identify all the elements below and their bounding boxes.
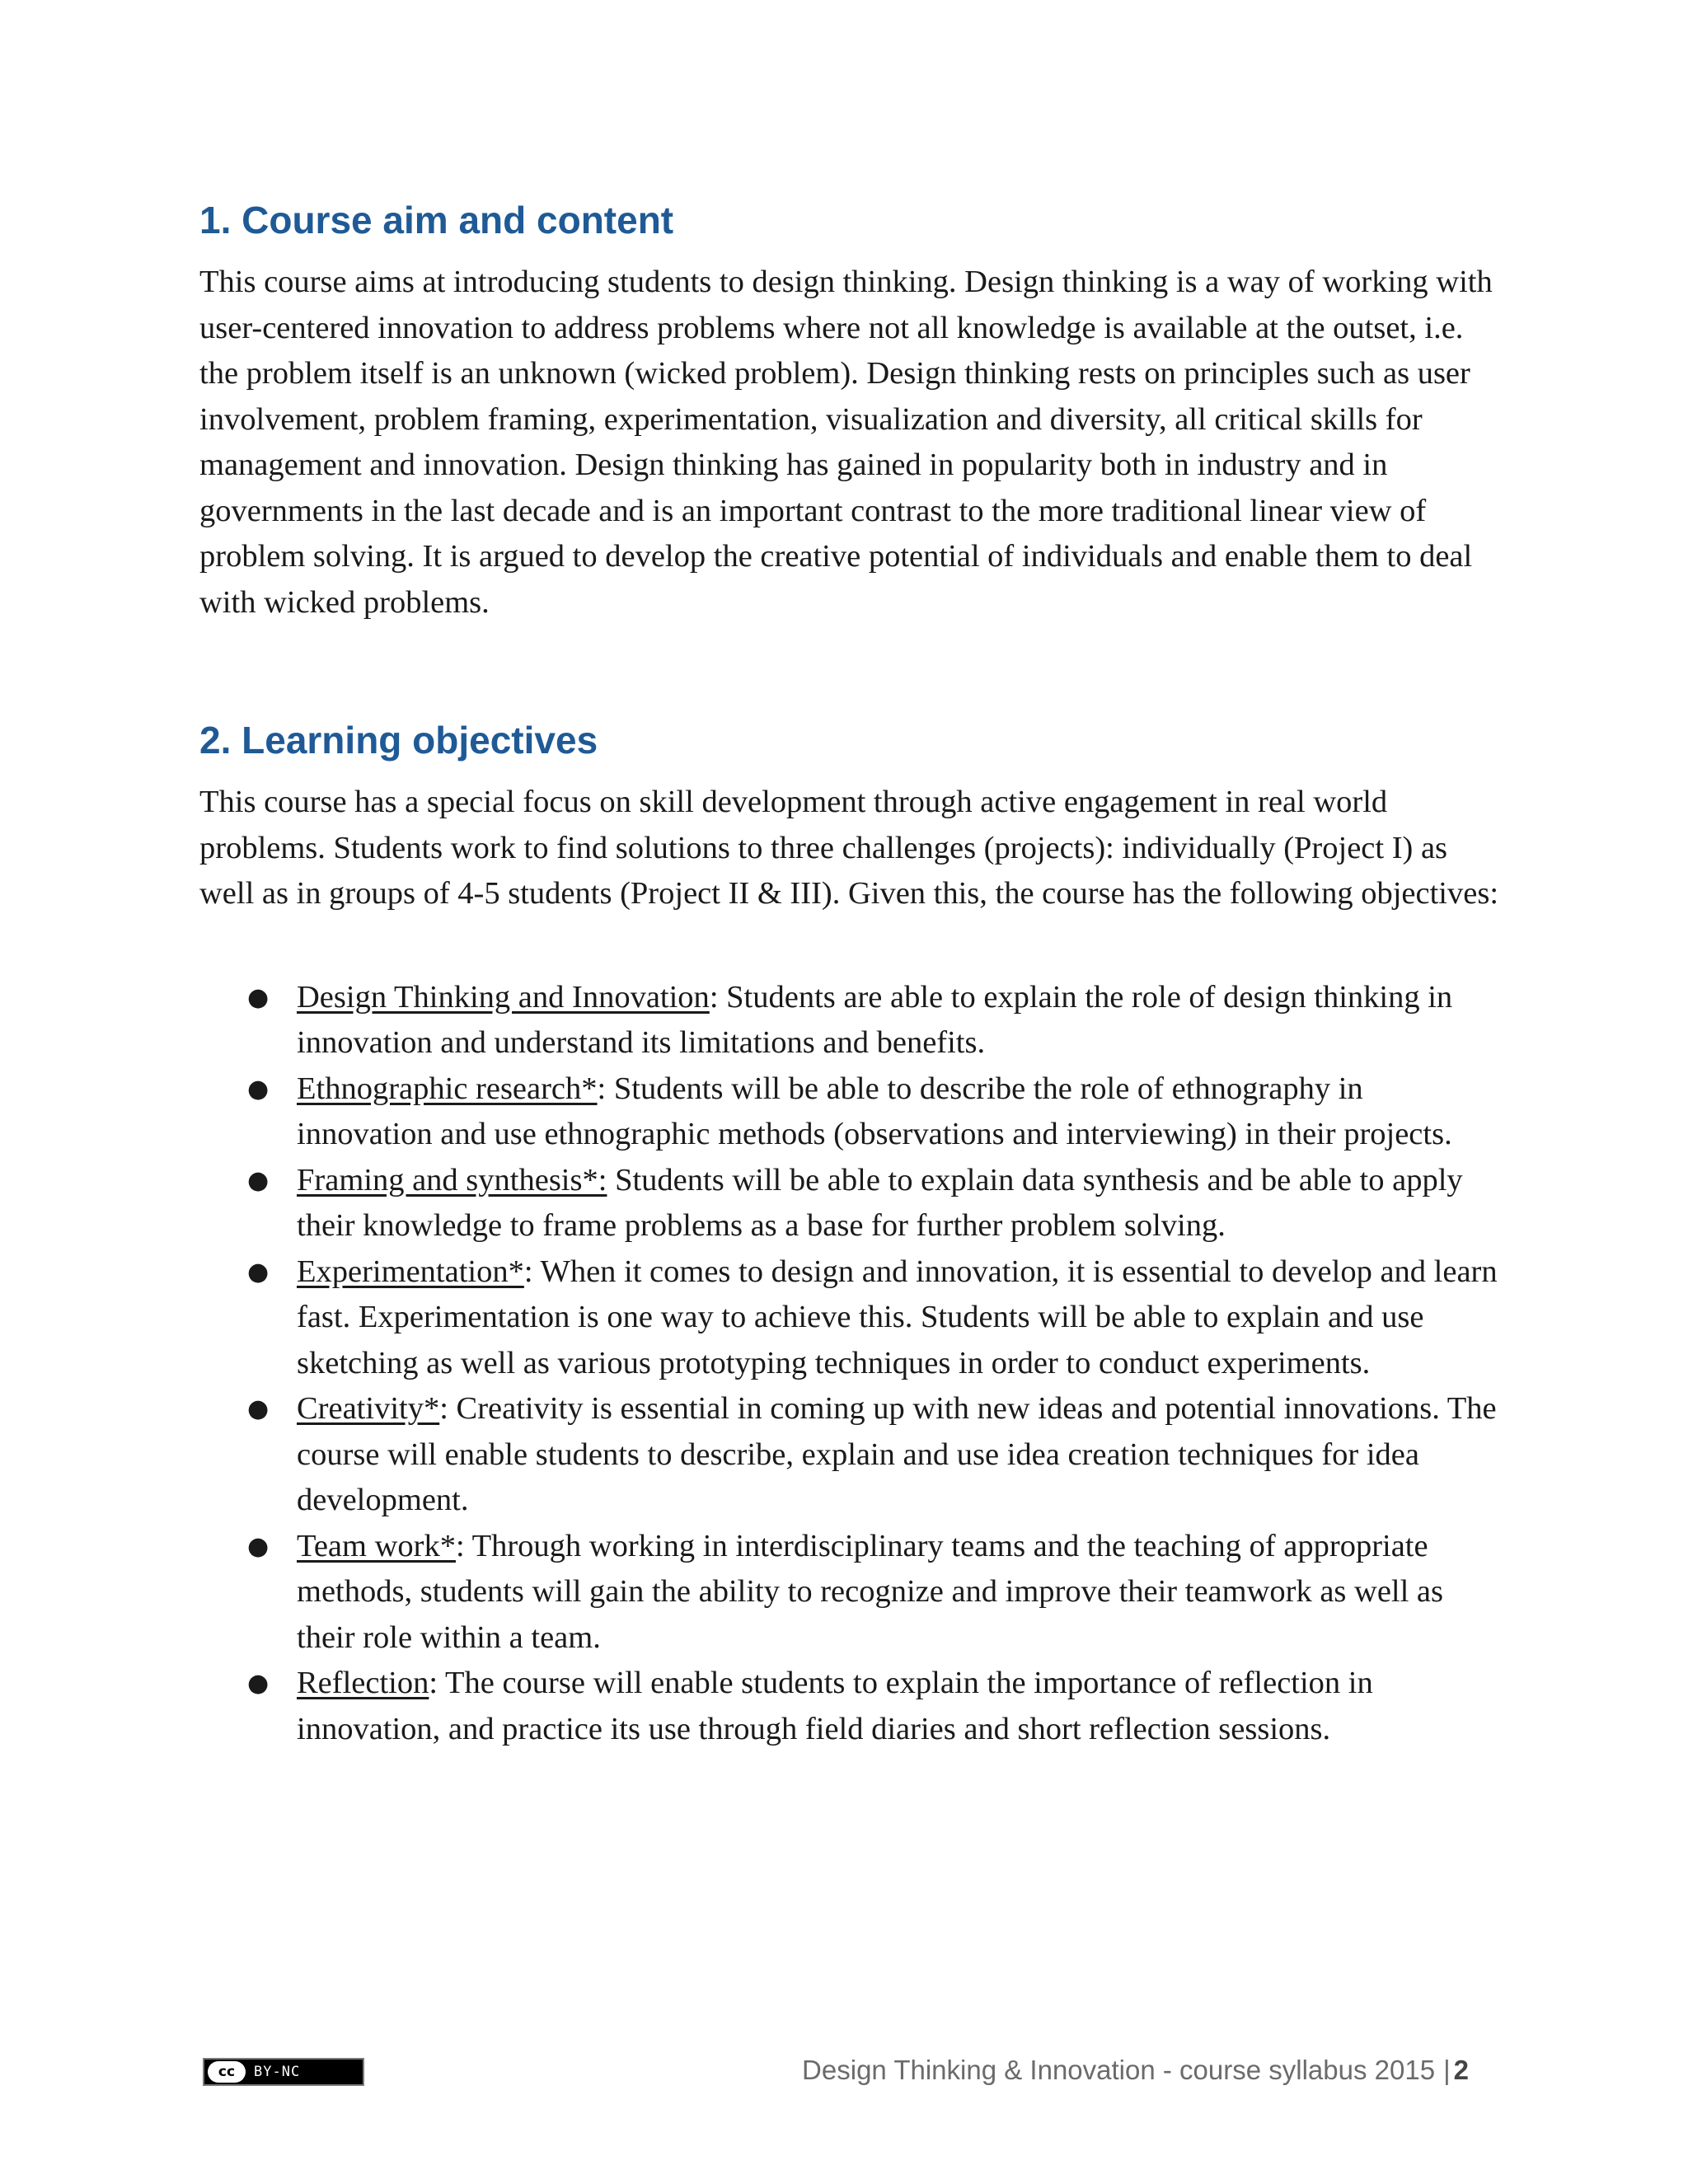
bullet-icon: ●: [247, 1257, 270, 1286]
course-aim-paragraph: This course aims at introducing students to design thinking. Design thinking is a way of working with user-centered innovation to address problems where not all knowledge is available at the outset, i.e. the problem itself is an unknown (wicked problem). Design thinking rests on principles such as user involvement, problem framing, experimentation, visualization and diversity, all critical skills for management and innovation. Design thinking has gained in popularity both in industry and in governments in the last decade and is an important contrast to the more traditional linear view of problem solving. It is argued to develop the creative potential of individuals and enable them to deal with wicked problems.: [199, 265, 1493, 620]
bullet-icon: ●: [247, 982, 270, 1012]
objective-item: [199, 1524, 1502, 1661]
objective-item: [199, 1066, 1502, 1158]
cc-license-badge: [203, 2058, 364, 2086]
objective-term: Reflection: [297, 1666, 429, 1701]
objective-text: When it comes to design and innovation, it is essential to develop and learn fast. Experimentation is one way to achieve this. Students will be able to explain and use sketching as well as various prototyping techniques in order to conduct experiments.: [297, 1254, 1498, 1380]
objectives-list: [199, 975, 1502, 1753]
section-course-aim: [199, 198, 1502, 626]
objective-term: Ethnographic research*: [297, 1071, 598, 1106]
objective-term: Design Thinking and Innovation: [297, 979, 710, 1015]
footer-title: Design Thinking & Innovation - course syllabus 2015: [802, 2055, 1436, 2085]
section-heading-course-aim: 1. Course aim and content: [199, 199, 674, 241]
objective-term: Team work*: [297, 1528, 456, 1563]
bullet-icon: ●: [247, 1531, 270, 1561]
objective-item: [199, 1249, 1502, 1387]
objective-text: The course will enable students to explain the importance of reflection in innovation, and practice its use through field diaries and short reflection sessions.: [297, 1666, 1373, 1746]
objective-term-sep: :: [455, 1528, 465, 1563]
page-footer: [199, 2055, 1469, 2099]
footer-caption: [802, 2055, 1469, 2086]
objective-term: Experimentation*: [297, 1254, 524, 1289]
bullet-icon: ●: [247, 1165, 270, 1195]
objective-text: Students will be able to describe the role of ethnography in innovation and use ethnographic methods (observations and interviewing) in their projects.: [297, 1071, 1452, 1152]
objective-item: [199, 1386, 1502, 1524]
section-learning-objectives: [199, 718, 1502, 1752]
objective-text: Through working in interdisciplinary teams and the teaching of appropriate methods, students will gain the ability to recognize and improve their teamwork as well as their role within a team.: [297, 1528, 1444, 1655]
objective-term: Creativity*: [297, 1391, 440, 1427]
page-content: [199, 198, 1502, 1752]
objective-text: Creativity is essential in coming up with new ideas and potential innovations. The course will enable students to describe, explain and use idea creation techniques for idea development.: [297, 1391, 1497, 1518]
objective-term-sep: :: [523, 1254, 533, 1289]
bullet-icon: ●: [247, 1669, 270, 1699]
cc-license-label: BY-NC: [254, 2064, 301, 2080]
objective-term: Framing and synthesis*:: [297, 1162, 607, 1197]
bullet-icon: ●: [247, 1074, 270, 1104]
learning-objectives-intro: This course has a special focus on skill development through active engagement in real world problems. Students work to find solutions to three challenges (projects): individually (Project I) as well as in groups of 4-5 students (Project II & III). Given this, the course has the following objectives:: [199, 785, 1499, 912]
page-number: 2: [1453, 2055, 1469, 2085]
objective-text: Students will be able to explain data synthesis and be able to apply their knowledge to frame problems as a base for further problem solving.: [297, 1162, 1463, 1244]
objective-item: [199, 1661, 1502, 1752]
objective-text: Students are able to explain the role of design thinking in innovation and understand its limitations and benefits.: [297, 979, 1453, 1061]
cc-logo-icon: cc: [208, 2061, 246, 2083]
objective-term-sep: :: [429, 1666, 438, 1701]
objective-item: [199, 975, 1502, 1066]
objective-item: [199, 1158, 1502, 1249]
objective-term-sep: :: [709, 979, 719, 1015]
footer-separator: |: [1443, 2055, 1451, 2085]
objective-term-sep: :: [597, 1071, 607, 1106]
objective-term-sep: :: [439, 1391, 448, 1427]
bullet-icon: ●: [247, 1394, 270, 1424]
section-heading-learning-objectives: 2. Learning objectives: [199, 719, 598, 762]
